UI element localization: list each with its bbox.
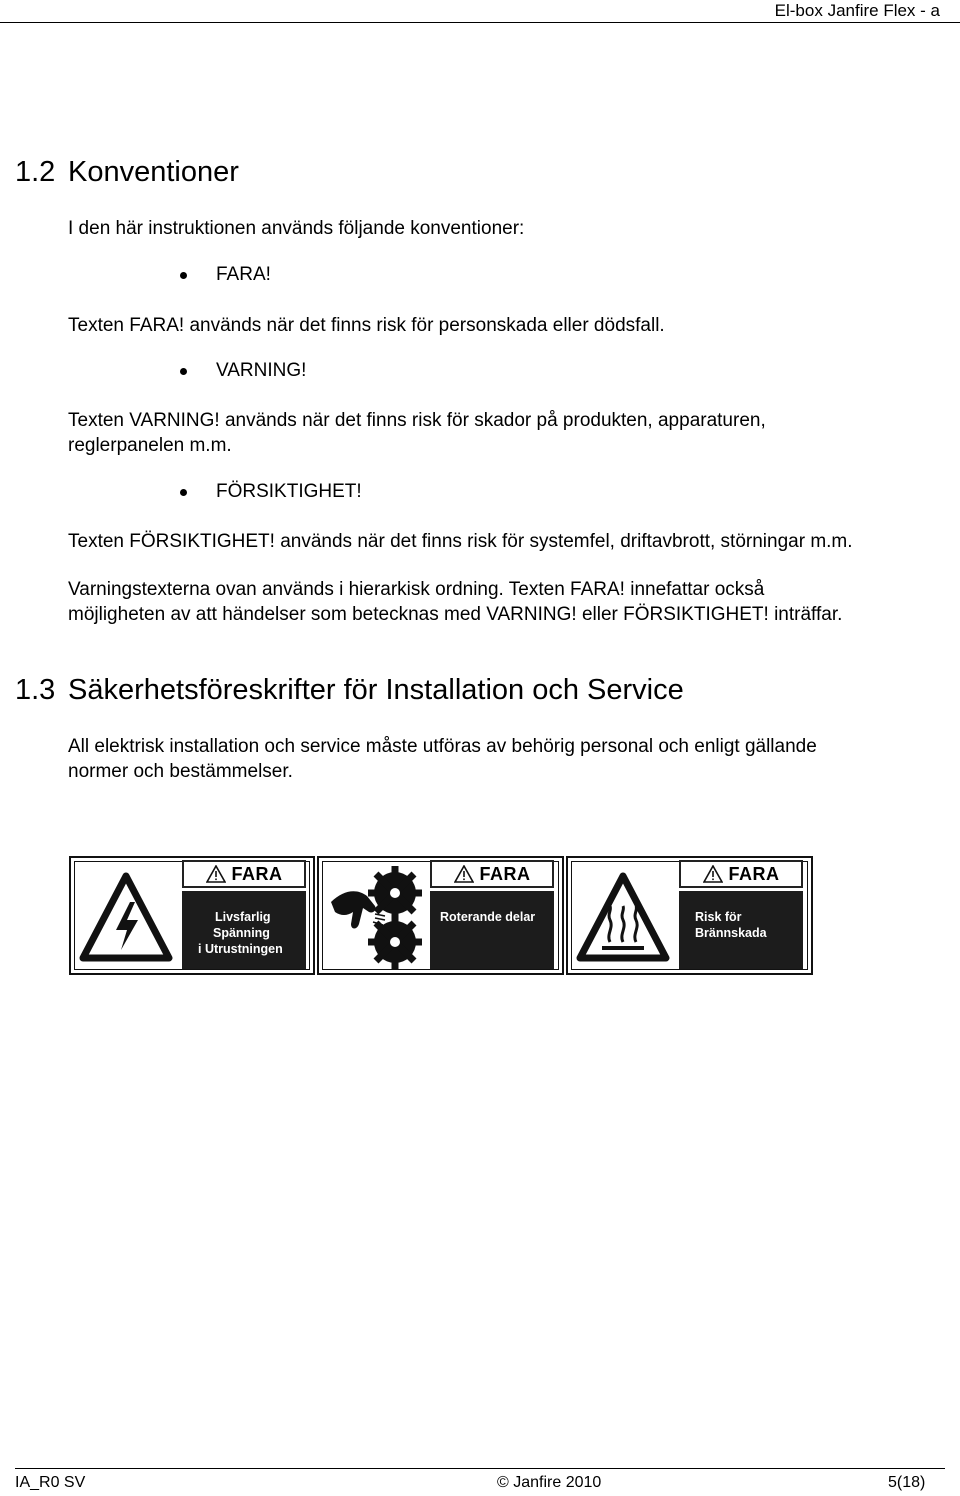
bullet-icon: [180, 272, 187, 279]
forsiktighet-description: Texten FÖRSIKTIGHET! används när det finns risk för systemfel, driftavbrott, störningar m.m.: [68, 531, 853, 552]
section-heading-1-2: [15, 156, 239, 189]
fara-label: [182, 860, 306, 888]
footer-copyright: © Janfire 2010: [497, 1474, 602, 1491]
warning-triangle-icon: [454, 865, 474, 883]
installation-body-line1: All elektrisk installation och service måste utföras av behörig personal och enligt gällande: [68, 736, 817, 757]
intro-paragraph: I den här instruktionen används följande konventioner:: [68, 218, 525, 239]
bullet-item-fara: FARA!: [216, 264, 271, 285]
warning-sign-rotating-parts: [317, 856, 564, 975]
warning-triangle-icon: [206, 865, 226, 883]
footer-page-number: 5(18): [888, 1474, 926, 1491]
fara-description: Texten FARA! används när det finns risk för personskada eller dödsfall.: [68, 315, 665, 336]
section-number: 1.2: [15, 156, 56, 188]
section-title: Säkerhetsföreskrifter för Installation och Service: [68, 674, 684, 706]
footer-divider: [15, 1468, 945, 1469]
sign-message: [679, 891, 803, 969]
hierarchy-note-line1: Varningstexterna ovan används i hierarkisk ordning. Texten FARA! innefattar också: [68, 579, 765, 600]
hierarchy-note-line2: möjligheten av att händelser som betecknas med VARNING! eller FÖRSIKTIGHET! inträffar.: [68, 604, 843, 625]
sign-text-line: i Utrustningen: [198, 942, 283, 956]
installation-body-line2: normer och bestämmelser.: [68, 761, 293, 782]
fara-label: [679, 860, 803, 888]
varning-description-line1: Texten VARNING! används när det finns risk för skador på produkten, apparaturen,: [68, 410, 766, 431]
rotating-gears-icon: [323, 862, 426, 969]
warning-sign-hot-surface: [566, 856, 813, 975]
fara-text: FARA: [728, 863, 780, 884]
varning-description-line2: reglerpanelen m.m.: [68, 435, 232, 456]
section-number: 1.3: [15, 674, 56, 706]
bullet-icon: [180, 489, 187, 496]
document-header-title: El-box Janfire Flex - a: [774, 1, 940, 20]
header-divider: [0, 22, 960, 23]
footer-doc-id: IA_R0 SV: [15, 1474, 86, 1491]
sign-text-line: Brännskada: [695, 926, 767, 940]
bullet-item-varning: VARNING!: [216, 360, 307, 381]
bullet-icon: [180, 368, 187, 375]
warning-triangle-icon: [703, 865, 723, 883]
fara-label: [430, 860, 554, 888]
sign-message: [430, 891, 554, 969]
hot-surface-icon: [572, 862, 675, 969]
sign-text-line: Risk för: [695, 910, 742, 924]
fara-text: FARA: [231, 863, 283, 884]
sign-text-line: Roterande delar: [440, 910, 536, 924]
warning-sign-high-voltage: [69, 856, 315, 975]
high-voltage-icon: [75, 862, 178, 969]
sign-text-line: Livsfarlig: [215, 910, 271, 924]
sign-text-line: Spänning: [213, 926, 270, 940]
section-heading-1-3: [15, 674, 684, 707]
bullet-item-forsiktighet: FÖRSIKTIGHET!: [216, 481, 362, 502]
section-title: Konventioner: [68, 156, 239, 188]
sign-message: [182, 891, 306, 969]
fara-text: FARA: [479, 863, 531, 884]
